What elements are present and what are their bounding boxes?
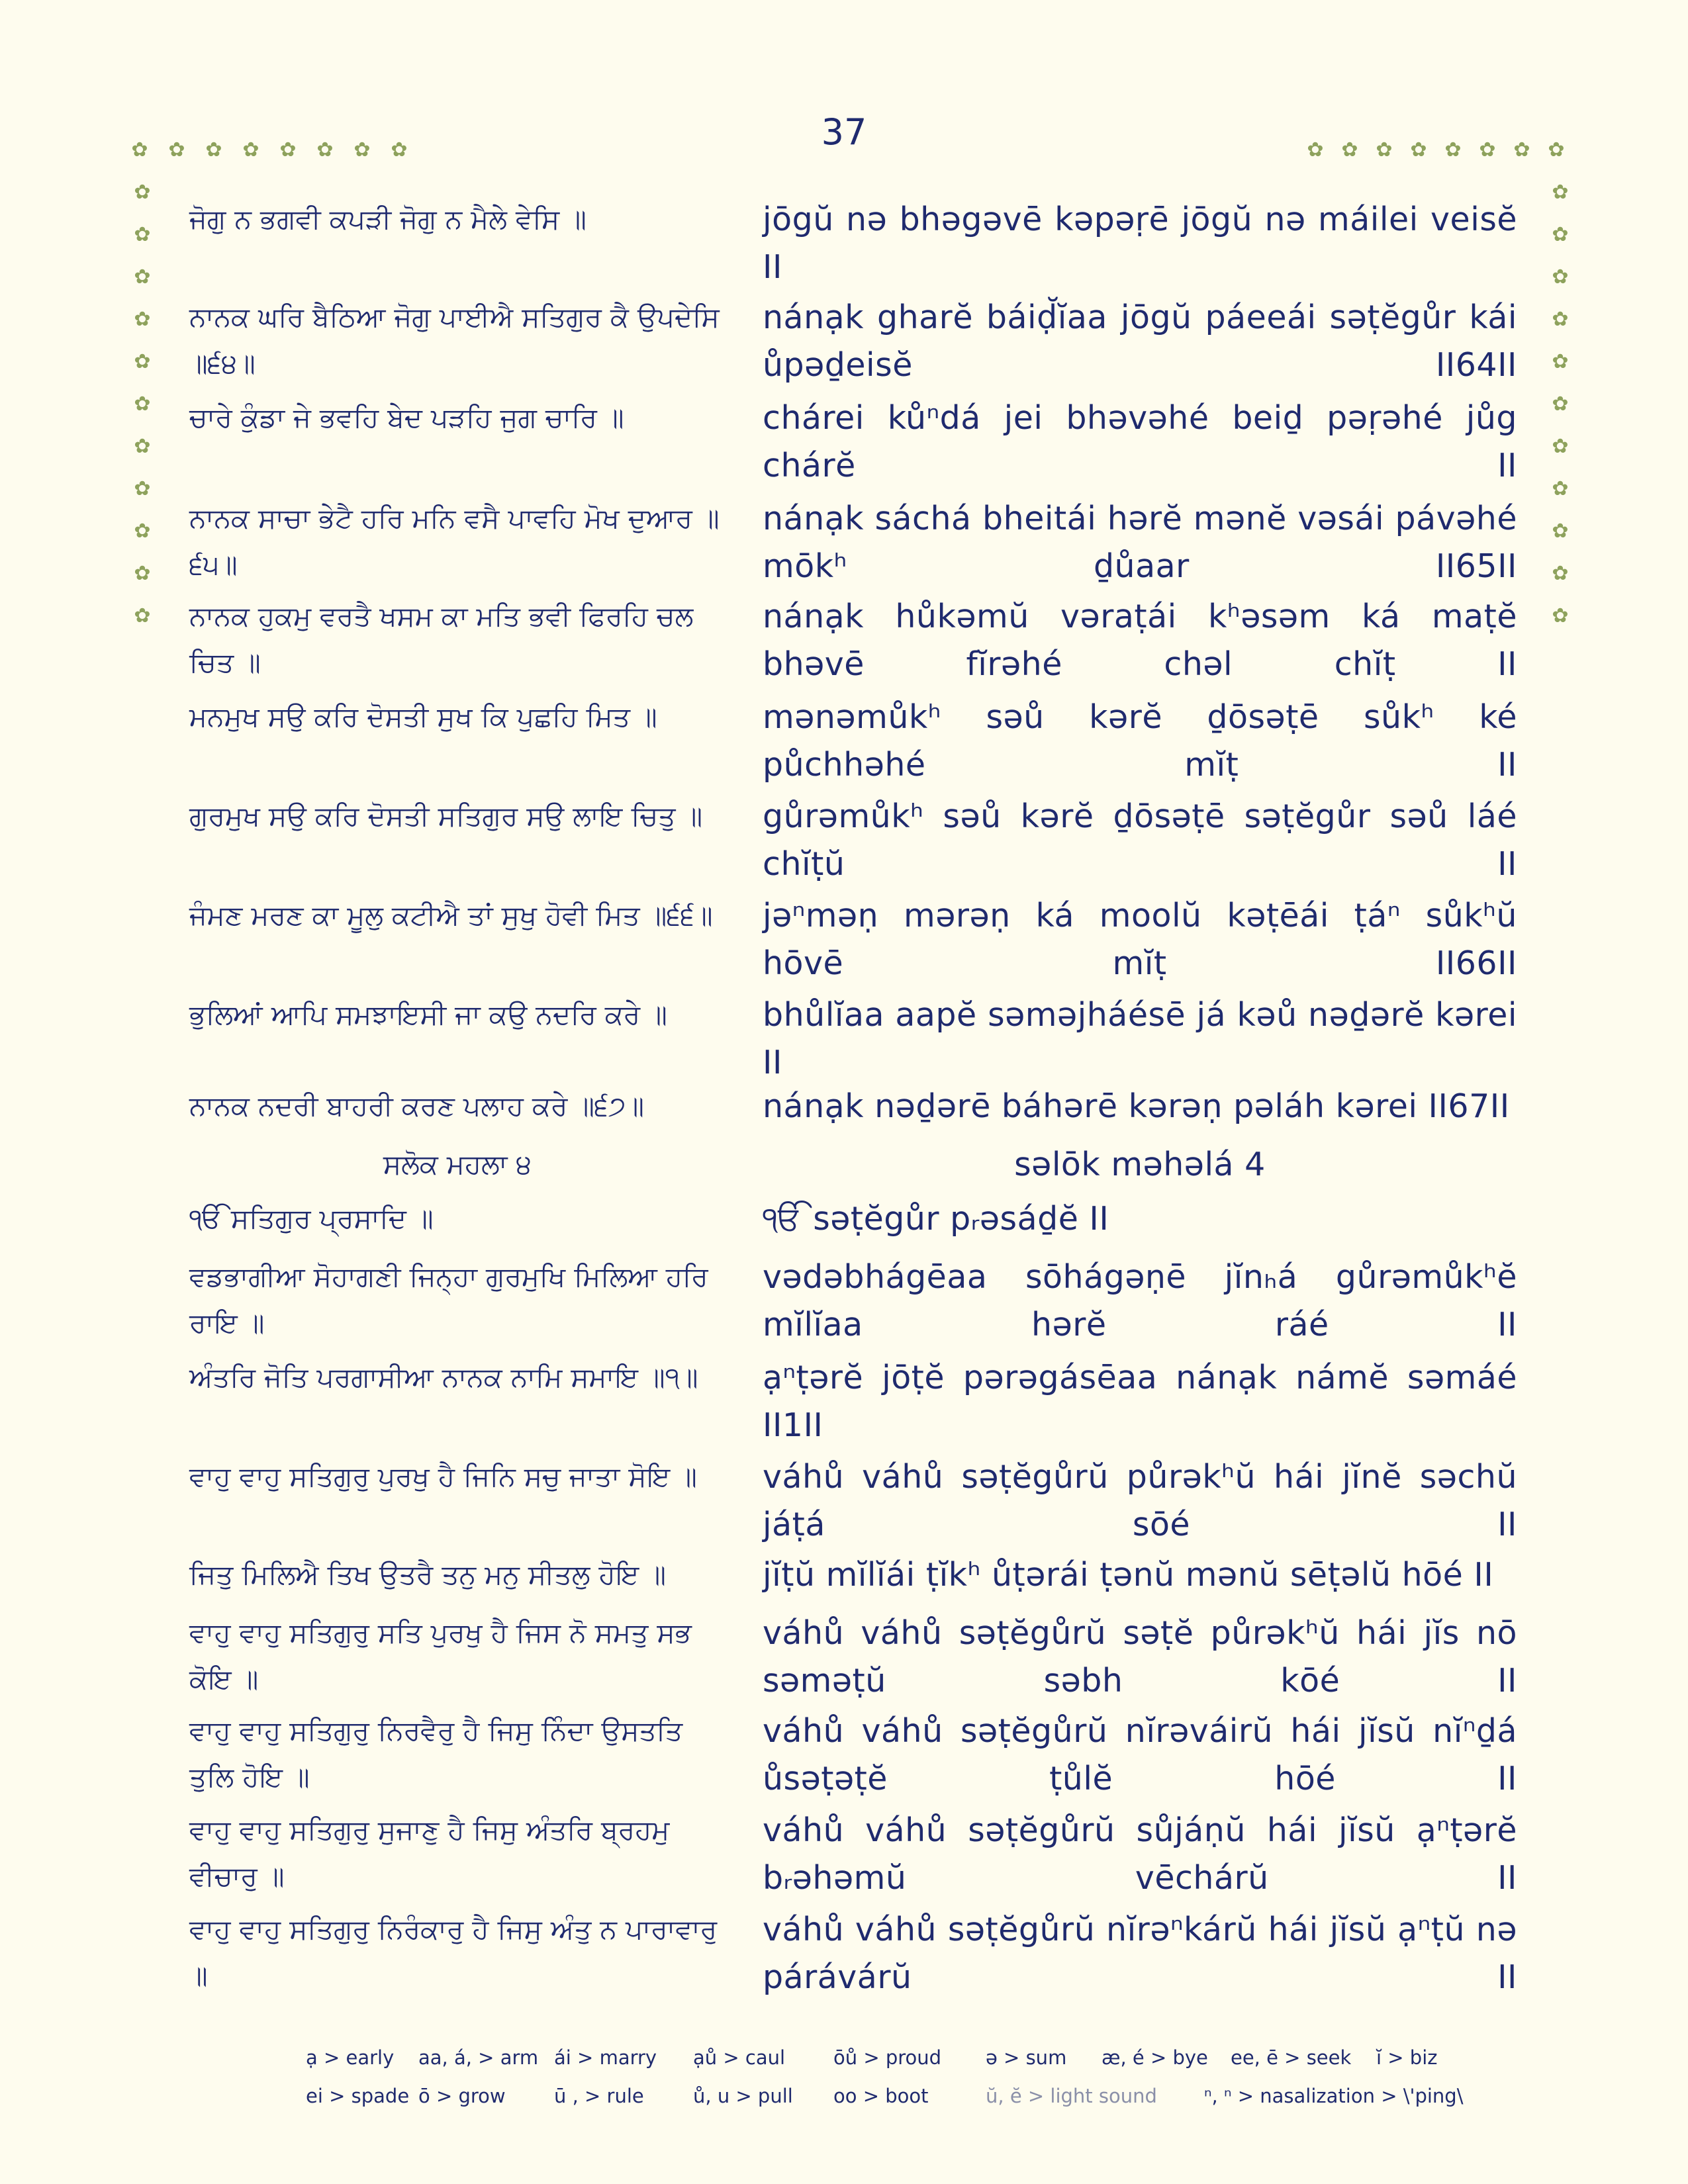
flower-icon: ✿ [1479, 138, 1496, 161]
flower-icon: ✿ [131, 138, 148, 161]
gurmukhi-text: ਜੋਗੁ ਨ ਭਗਵੀ ਕਪੜੀ ਜੋਗੁ ਨ ਮੈਲੇ ਵੇਸਿ ॥ [189, 203, 586, 235]
flower-icon: ✿ [1376, 138, 1393, 161]
legend-item: ee, ē > seek [1231, 2046, 1352, 2069]
flower-icon: ✿ [1552, 392, 1569, 416]
flower-icon: ✿ [1513, 138, 1530, 161]
verse-row [189, 1906, 1526, 2005]
gurmukhi-text: ੴ ਸਤਿਗੁਰ ਪ੍ਰਸਾਦਿ ॥ [189, 1203, 434, 1234]
verse-row [189, 793, 1526, 892]
legend-item: æ, é > bye [1102, 2046, 1208, 2069]
legend-item: ei > spade [306, 2085, 410, 2107]
transliteration-text: mənəmůkʰ səů kərĕ ḏōsəṭē sůkʰ ké půchhəhé mĭṭ II [763, 698, 1517, 784]
verse-row [189, 1551, 1526, 1610]
legend-item: ū , > rule [554, 2085, 644, 2107]
flower-icon: ✿ [1552, 520, 1569, 543]
transliteration-text: váhů váhů səṭĕgůrŭ půrəkʰŭ hái jĭnĕ səchŭ jáṭá sōé II [763, 1458, 1517, 1543]
gurmukhi-text: ਚਾਰੇ ਕੁੰਡਾ ਜੇ ਭਵਹਿ ਬੇਦ ਪੜਹਿ ਜੁਗ ਚਾਰਿ ॥ [189, 402, 624, 433]
transliteration-text: vədəbhágēaa sōhágəṇē jĭnₕá gůrəmůkʰĕ mĭlĭaa hərĕ ráé II [763, 1258, 1517, 1343]
verse-row [189, 1195, 1526, 1253]
flower-icon: ✿ [1548, 138, 1565, 161]
flower-icon: ✿ [353, 138, 371, 161]
transliteration-text: chárei kůⁿdá jei bhəvəhé beiḏ pəṛəhé jůg chárĕ II [763, 399, 1517, 484]
flower-icon: ✿ [134, 604, 151, 627]
legend-item: ái > marry [554, 2046, 657, 2069]
legend-row-1 [306, 2038, 1497, 2077]
flower-icon: ✿ [134, 350, 151, 373]
flower-icon: ✿ [1307, 138, 1324, 161]
verse-row [189, 694, 1526, 793]
transliteration-text: nánạk gharĕ báiḍ̆ĭaa jōgŭ páeeái səṭĕgůr kái ůpəḏeisĕ II64II [763, 298, 1517, 384]
transliteration-text: nánạk sáchá bheitái hərĕ mənĕ vəsái pávəhé mōkʰ ḏůaar II65II [763, 500, 1517, 585]
gurmukhi-text: ਨਾਨਕ ਨਦਰੀ ਬਾਹਰੀ ਕਰਣ ਪਲਾਹ ਕਰੇ ॥੬੭॥ [189, 1090, 645, 1122]
transliteration-text: váhů váhů səṭĕgůrŭ sůjáṇŭ hái jĭsŭ ạⁿṭərĕ bᵣəhəmŭ vēchárŭ II [763, 1811, 1517, 1897]
legend-item: ŭ, ĕ > light sound [986, 2085, 1157, 2107]
flower-icon: ✿ [1341, 138, 1358, 161]
transliteration-text: jōgŭ nə bhəgəvē kəpəṛē jōgŭ nə máilei veisĕ II [763, 201, 1517, 286]
flower-icon: ✿ [279, 138, 297, 161]
gurmukhi-text: ਭੁਲਿਆਂ ਆਪਿ ਸਮਝਾਇਸੀ ਜਾ ਕਉ ਨਦਰਿ ਕਰੇ ॥ [189, 999, 667, 1030]
verse-row [189, 1707, 1526, 1807]
legend-item: ō > grow [418, 2085, 506, 2107]
gurmukhi-text: ਮਨਮੁਖ ਸਉ ਕਰਿ ਦੋਸਤੀ ਸੁਖ ਕਿ ਪੁਛਹਿ ਮਿਤ ॥ [189, 701, 657, 733]
verse-row [189, 1083, 1526, 1141]
verse-row [189, 495, 1526, 593]
gurmukhi-text: ਨਾਨਕ ਘਰਿ ਬੈਠਿਆ ਜੋਗੁ ਪਾਈਐ ਸਤਿਗੁਰ ਕੈ ਉਪਦੇਸਿ ॥੬੪॥ [189, 301, 720, 379]
gurmukhi-text: ਅੰਤਰਿ ਜੋਤਿ ਪਰਗਾਸੀਆ ਨਾਨਕ ਨਾਮਿ ਸਮਾਇ ॥੧॥ [189, 1361, 698, 1393]
verse-row [189, 892, 1526, 991]
gurmukhi-text: ਵਾਹੁ ਵਾਹੁ ਸਤਿਗੁਰੁ ਨਿਰਵੈਰੁ ਹੈ ਜਿਸੁ ਨਿੰਦਾ ਉਸਤਤਿ ਤੁਲਿ ਹੋਇ ॥ [189, 1715, 683, 1793]
transliteration-text: váhů váhů səṭĕgůrŭ nĭrəváirŭ hái jĭsŭ nĭⁿḏá ůsəṭəṭĕ ṭůlĕ hōé II [763, 1712, 1517, 1797]
verse-row [189, 1253, 1526, 1354]
legend-item: ⁿ, ⁿ > nasalization > \'ping\ [1204, 2085, 1464, 2107]
legend-item: ạ > early [306, 2046, 395, 2069]
legend-item: ů, u > pull [693, 2085, 793, 2107]
section-heading-translit: səlōk məhəlá 4 [1014, 1146, 1266, 1183]
verse-row [189, 394, 1526, 495]
flower-icon: ✿ [242, 138, 259, 161]
flower-icon: ✿ [134, 392, 151, 416]
gurmukhi-text: ਵਾਹੁ ਵਾਹੁ ਸਤਿਗੁਰੁ ਸੁਜਾਣੁ ਹੈ ਜਿਸੁ ਅੰਤਰਿ ਬ੍ਰਹਮੁ ਵੀਚਾਰੁ ॥ [189, 1814, 670, 1892]
legend-item: ōů > proud [833, 2046, 942, 2069]
verse-row [189, 991, 1526, 1083]
verse-row [189, 294, 1526, 394]
gurmukhi-text: ਵਾਹੁ ਵਾਹੁ ਸਤਿਗੁਰੁ ਨਿਰੰਕਾਰੁ ਹੈ ਜਿਸੁ ਅੰਤੁ ਨ ਪਾਰਾਵਾਰੁ ॥ [189, 1913, 718, 1991]
flower-icon: ✿ [168, 138, 185, 161]
gurmukhi-text: ਜਿਤੁ ਮਿਲਿਐ ਤਿਖ ਉਤਰੈ ਤਨੁ ਮਨੁ ਸੀਤਲੁ ਹੋਇ ॥ [189, 1559, 666, 1590]
flower-icon: ✿ [134, 477, 151, 500]
legend-item: aa, á, > arm [418, 2046, 539, 2069]
transliteration-text: váhů váhů səṭĕgůrŭ səṭĕ půrəkʰŭ hái jĭs nō səməṭŭ səbh kōé II [763, 1614, 1517, 1700]
flower-icon: ✿ [1552, 350, 1569, 373]
flower-icon: ✿ [316, 138, 334, 161]
gurmukhi-text: ਵਡਭਾਗੀਆ ਸੋਹਾਗਣੀ ਜਿਨ੍ਹਾ ਗੁਰਮੁਖਿ ਮਿਲਿਆ ਹਰਿ ਰਾਇ ॥ [189, 1261, 708, 1339]
legend-item: oo > boot [833, 2085, 929, 2107]
transliteration-text: ạⁿṭərĕ jōṭĕ pərəgásēaa nánạk námĕ səmáé II1II [763, 1359, 1517, 1444]
flower-icon: ✿ [134, 181, 151, 204]
flower-icon: ✿ [1552, 181, 1569, 204]
legend-item: ĭ > biz [1376, 2046, 1438, 2069]
transliteration-text: gůrəmůkʰ səů kərĕ ḏōsəṭē səṭĕgůr səů láé chĭṭŭ II [763, 797, 1517, 883]
flower-icon: ✿ [1552, 223, 1569, 246]
flower-icon: ✿ [1444, 138, 1462, 161]
section-heading-gurmukhi: ਸਲੋਕ ਮਹਲਾ ੪ [383, 1148, 532, 1180]
transliteration-text: bhůlĭaa aapĕ səməjháésē já kəů nəḏərĕ kərei II [763, 996, 1517, 1081]
section-heading-row [189, 1141, 1526, 1195]
verse-row [189, 196, 1526, 294]
flower-icon: ✿ [1552, 477, 1569, 500]
verse-row [189, 1453, 1526, 1551]
page-number: 37 [821, 111, 867, 153]
verse-table [189, 196, 1526, 2005]
flower-icon: ✿ [1552, 604, 1569, 627]
pronunciation-legend [306, 2038, 1497, 2115]
transliteration-text: jĭṭŭ mĭlĭái ṭĭkʰ ůṭərái ṭənŭ mənŭ sēṭəlŭ hōé II [763, 1556, 1494, 1594]
flower-icon: ✿ [1552, 562, 1569, 585]
gurmukhi-text: ਨਾਨਕ ਸਾਚਾ ਭੇਟੈ ਹਰਿ ਮਨਿ ਵਸੈ ਪਾਵਹਿ ਮੋਖ ਦੁਆਰ ॥੬੫॥ [189, 502, 720, 580]
flower-icon: ✿ [391, 138, 408, 161]
gurmukhi-text: ਜੰਮਣ ਮਰਣ ਕਾ ਮੂਲੁ ਕਟੀਐ ਤਾਂ ਸੁਖੁ ਹੋਵੀ ਮਿਤ ॥੬੬॥ [189, 899, 713, 931]
flower-icon: ✿ [134, 308, 151, 331]
flower-icon: ✿ [205, 138, 222, 161]
gurmukhi-text: ਵਾਹੁ ਵਾਹੁ ਸਤਿਗੁਰੁ ਸਤਿ ਪੁਰਖੁ ਹੈ ਜਿਸ ਨੋ ਸਮਤੁ ਸਭ ਕੋਇ ॥ [189, 1617, 692, 1695]
flower-icon: ✿ [1552, 435, 1569, 458]
verse-row [189, 1807, 1526, 1906]
verse-row [189, 1354, 1526, 1453]
transliteration-text: ੴ səṭĕgůr pᵣəsáḏĕ II [763, 1200, 1109, 1238]
legend-item: ə > sum [986, 2046, 1067, 2069]
gurmukhi-text: ਵਾਹੁ ਵਾਹੁ ਸਤਿਗੁਰੁ ਪੁਰਖੁ ਹੈ ਜਿਨਿ ਸਚੁ ਜਾਤਾ ਸੋਇ ॥ [189, 1461, 697, 1492]
flower-icon: ✿ [1552, 308, 1569, 331]
gurmukhi-text: ਗੁਰਮੁਖ ਸਉ ਕਰਿ ਦੋਸਤੀ ਸਤਿਗੁਰ ਸਉ ਲਾਇ ਚਿਤੁ ॥ [189, 800, 703, 832]
flower-icon: ✿ [1410, 138, 1427, 161]
gurmukhi-text: ਨਾਨਕ ਹੁਕਮੁ ਵਰਤੈ ਖਸਮ ਕਾ ਮਤਿ ਭਵੀ ਫਿਰਹਿ ਚਲ ਚਿਤ ॥ [189, 600, 694, 678]
transliteration-text: nánạk nəḏərē báhərē kərəṇ pəláh kərei II67II [763, 1087, 1510, 1125]
flower-icon: ✿ [134, 562, 151, 585]
verse-row [189, 593, 1526, 694]
flower-icon: ✿ [1552, 265, 1569, 289]
transliteration-text: nánạk hůkəmŭ vəraṭái kʰəsəm ká maṭĕ bhəvē fĭrəhé chəl chĭṭ II [763, 598, 1517, 683]
flower-icon: ✿ [134, 223, 151, 246]
flower-icon: ✿ [134, 265, 151, 289]
flower-icon: ✿ [134, 435, 151, 458]
flower-icon: ✿ [134, 520, 151, 543]
transliteration-text: jəⁿməṇ mərəṇ ká moolŭ kəṭēái ṭáⁿ sůkʰŭ hōvē mĭṭ II66II [763, 897, 1517, 982]
transliteration-text: váhů váhů səṭĕgůrŭ nĭrəⁿkárŭ hái jĭsŭ ạⁿṭŭ nə párávárŭ II [763, 1911, 1517, 1996]
legend-item: ạů > caul [693, 2046, 786, 2069]
verse-row [189, 1610, 1526, 1707]
legend-row-2 [306, 2077, 1497, 2115]
